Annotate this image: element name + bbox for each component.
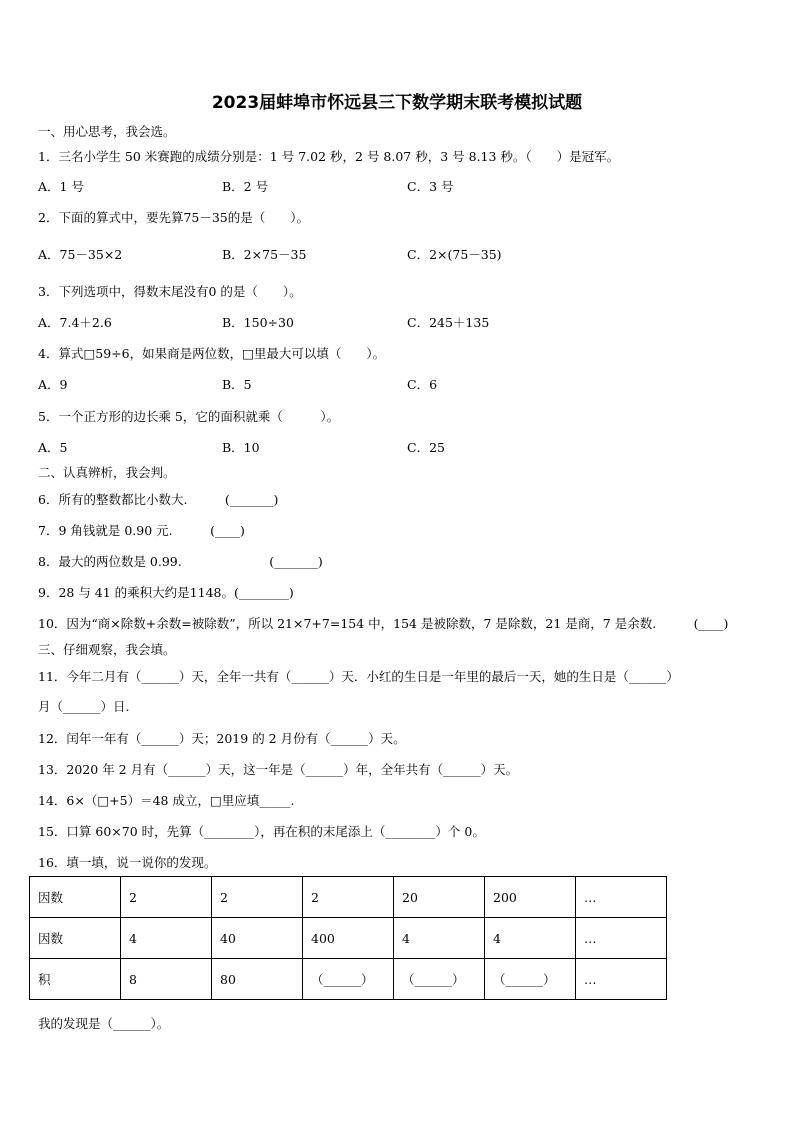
q5-option-a: A．5	[38, 440, 68, 455]
table-cell: 400	[303, 918, 394, 959]
table-row	[30, 877, 667, 918]
table-cell: 20	[394, 877, 485, 918]
q4-option-c: C．6	[407, 377, 438, 392]
question-9: 9．28 与 41 的乘积大约是1148。(________)	[38, 585, 294, 600]
table-cell: 4	[394, 918, 485, 959]
question-14: 14．6×（□+5）＝48 成立，□里应填_____.	[38, 793, 295, 808]
q3-option-a: A．7.4＋2.6	[38, 315, 112, 330]
question-5: 5．一个正方形的边长乘 5，它的面积就乘（ ）。	[38, 409, 340, 424]
table-cell: 2	[121, 877, 212, 918]
table-cell: 积	[30, 959, 121, 1000]
table-cell: …	[576, 959, 667, 1000]
q2-option-b: B．2×75－35	[222, 247, 307, 262]
question-11: 11．今年二月有（______）天，全年一共有（______）天．小红的生日是一年里的最后一天，她的生日是（______）	[38, 669, 679, 684]
q1-option-b: B．2 号	[222, 179, 269, 194]
question-16: 16．填一填，说一说你的发现。	[38, 855, 217, 870]
question-13: 13．2020 年 2 月有（______）天，这一年是（______）年，全年共有（______）天。	[38, 762, 519, 777]
question-15: 15．口算 60×70 时，先算（________），再在积的末尾添上（________）个 0。	[38, 824, 485, 839]
table-cell: （______）	[394, 959, 485, 1000]
question-11-continued: 月（______）日.	[38, 699, 130, 714]
table-cell: …	[576, 877, 667, 918]
table-cell: …	[576, 918, 667, 959]
table-cell: 200	[485, 877, 576, 918]
table-cell: 2	[303, 877, 394, 918]
section-heading-3: 三、仔细观察，我会填。	[38, 642, 176, 657]
q5-option-c: C．25	[407, 440, 445, 455]
table-cell: 4	[121, 918, 212, 959]
page-title: 2023届蚌埠市怀远县三下数学期末联考模拟试题	[211, 93, 583, 113]
table-cell: （______）	[485, 959, 576, 1000]
section-heading-2: 二、认真辨析，我会判。	[38, 465, 176, 480]
table-row	[30, 959, 667, 1000]
question-7: 7．9 角钱就是 0.90 元. (____)	[38, 523, 245, 538]
q3-option-b: B．150÷30	[222, 315, 294, 330]
table-cell: 40	[212, 918, 303, 959]
table-cell: （______）	[303, 959, 394, 1000]
q2-option-a: A．75－35×2	[38, 247, 123, 262]
q4-option-a: A．9	[38, 377, 68, 392]
q1-option-c: C．3 号	[407, 179, 454, 194]
question-1: 1．三名小学生 50 米赛跑的成绩分别是：1 号 7.02 秒，2 号 8.07 秒，3 号 8.13 秒。（ ）是冠军。	[38, 149, 620, 164]
table-cell: 因数	[30, 918, 121, 959]
question-10: 10．因为“商×除数+余数=被除数”，所以 21×7+7=154 中，154 是被除数，7 是除数，21 是商，7 是余数. (____)	[38, 616, 729, 631]
factor-product-table	[29, 876, 667, 1000]
q2-option-c: C．2×(75－35)	[407, 247, 502, 262]
table-cell: 4	[485, 918, 576, 959]
table-cell: 8	[121, 959, 212, 1000]
question-3: 3．下列选项中，得数末尾没有0 的是（ ）。	[38, 284, 302, 299]
q3-option-c: C．245＋135	[407, 315, 490, 330]
table-cell: 2	[212, 877, 303, 918]
q4-option-b: B．5	[222, 377, 252, 392]
question-2: 2．下面的算式中，要先算75－35的是（ ）。	[38, 210, 310, 225]
table-row	[30, 918, 667, 959]
question-6: 6．所有的整数都比小数大. (_______)	[38, 492, 279, 507]
question-12: 12．闰年一年有（______）天；2019 的 2 月份有（______）天。	[38, 731, 406, 746]
table-cell: 80	[212, 959, 303, 1000]
table-cell: 因数	[30, 877, 121, 918]
q5-option-b: B．10	[222, 440, 260, 455]
question-4: 4．算式□59÷6，如果商是两位数，□里最大可以填（ ）。	[38, 346, 386, 361]
q1-option-a: A．1 号	[38, 179, 84, 194]
finding-line: 我的发现是（______）。	[38, 1016, 170, 1031]
question-8: 8．最大的两位数是 0.99. (_______)	[38, 554, 323, 569]
section-heading-1: 一、用心思考，我会选。	[38, 124, 176, 139]
